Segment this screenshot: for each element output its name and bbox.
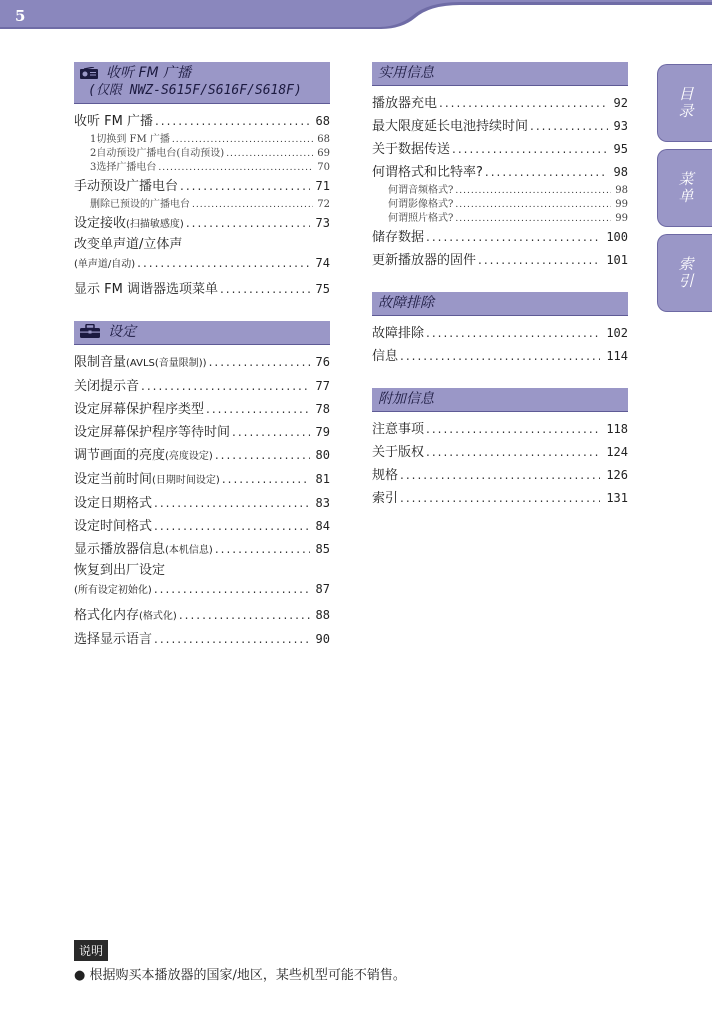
toc-entry-label: 限制音量 xyxy=(74,355,127,370)
dot-leader xyxy=(192,198,313,212)
toc-entry[interactable] xyxy=(74,468,330,492)
toc-page-number: 93 xyxy=(613,119,628,133)
toc-subentry[interactable] xyxy=(372,184,628,198)
toc-page-number: 68 xyxy=(317,134,330,145)
toc-entry[interactable] xyxy=(74,562,330,600)
dot-leader xyxy=(426,322,600,344)
toc-page-number: 75 xyxy=(315,282,330,296)
toc-page-number: 77 xyxy=(315,379,330,393)
toc-entry-label: 删除已预设的广播电台 xyxy=(90,199,190,210)
toc-entry-label: 储存数据 xyxy=(372,230,425,245)
toc-subentry[interactable] xyxy=(74,198,330,212)
toc-entry-label: 信息 xyxy=(372,349,399,364)
toc-entry[interactable] xyxy=(372,322,628,345)
toc-entry-label: 调节画面的亮度 xyxy=(74,448,166,463)
toc-entry-label: 设定屏幕保护程序类型 xyxy=(74,402,205,417)
section-title: 故障排除 xyxy=(378,295,434,311)
toc-entry-label: 设定时间格式 xyxy=(74,519,153,534)
toc-entry[interactable] xyxy=(74,515,330,538)
toc-subentry[interactable] xyxy=(74,147,330,161)
section-title: 附加信息 xyxy=(378,391,434,407)
toc-entry[interactable] xyxy=(74,538,330,562)
dot-leader xyxy=(455,212,611,226)
section-settings xyxy=(74,321,330,651)
toc-entry-label: 更新播放器的固件 xyxy=(372,253,477,268)
radio-icon xyxy=(80,67,98,79)
toc-subentry[interactable] xyxy=(372,198,628,212)
toc-entry[interactable] xyxy=(74,278,330,301)
toc-entry[interactable] xyxy=(372,161,628,184)
extra-entry-list xyxy=(372,418,628,510)
left-column xyxy=(74,62,330,671)
toc-entry[interactable] xyxy=(372,441,628,464)
toc-page-number: 69 xyxy=(317,148,330,159)
toc-page-number: 74 xyxy=(315,256,330,270)
dot-leader xyxy=(215,444,310,466)
dot-leader xyxy=(141,375,310,397)
dot-leader xyxy=(400,464,600,486)
toc-page-number: 95 xyxy=(613,142,628,156)
fm-entry-list xyxy=(74,110,330,301)
toc-entry[interactable] xyxy=(74,604,330,628)
toc-page-number: 99 xyxy=(615,199,628,210)
section-title: 实用信息 xyxy=(378,65,434,81)
toc-page-number: 88 xyxy=(315,608,330,622)
toc-page-number: 80 xyxy=(315,448,330,462)
dot-leader xyxy=(215,538,310,560)
toc-entry-label: 注意事项 xyxy=(372,422,425,437)
toc-entry[interactable] xyxy=(74,444,330,468)
toc-page-number: 81 xyxy=(315,472,330,486)
toc-entry-label: 3选择广播电台 xyxy=(90,162,157,173)
right-column xyxy=(372,62,628,530)
toc-entry-note: (日期时间设定) xyxy=(152,475,220,486)
tab-contents[interactable] xyxy=(657,64,712,142)
toc-page-number: 98 xyxy=(613,165,628,179)
toc-entry-label: 索引 xyxy=(372,491,399,506)
dot-leader xyxy=(232,421,310,443)
dot-leader xyxy=(426,441,600,463)
toc-entry-note: (格式化) xyxy=(139,611,177,622)
toc-entry-note: (单声道/自动) xyxy=(74,259,136,270)
dot-leader xyxy=(400,487,600,509)
toc-entry-label: 何谓格式和比特率? xyxy=(372,165,483,180)
toc-entry-label: 播放器充电 xyxy=(372,96,438,111)
section-subtitle: (仅限 NWZ-S615F/S616F/S618F) xyxy=(88,83,302,98)
toc-entry-label: 1切换到 FM 广播 xyxy=(90,134,170,145)
toc-page-number: 83 xyxy=(315,496,330,510)
settings-entry-list xyxy=(74,351,330,651)
toc-entry[interactable] xyxy=(372,345,628,368)
dot-leader xyxy=(485,161,608,183)
dot-leader xyxy=(137,254,309,272)
dot-leader xyxy=(426,418,600,440)
toc-entry-label: 关于版权 xyxy=(372,445,425,460)
toc-entry[interactable] xyxy=(372,487,628,510)
toolbox-icon xyxy=(80,324,100,338)
dot-leader xyxy=(220,278,310,300)
toc-entry[interactable] xyxy=(74,212,330,236)
toc-entry-label: 设定日期格式 xyxy=(74,496,153,511)
dot-leader xyxy=(154,492,310,514)
toc-entry-label: 关闭提示音 xyxy=(74,379,140,394)
toc-page-number: 79 xyxy=(315,425,330,439)
toc-page-number: 99 xyxy=(615,213,628,224)
dot-leader xyxy=(172,133,313,147)
toc-entry[interactable] xyxy=(74,175,330,198)
toc-entry[interactable] xyxy=(74,421,330,444)
dot-leader xyxy=(155,110,310,132)
toc-entry[interactable] xyxy=(372,138,628,161)
toc-entry-label: 显示播放器信息 xyxy=(74,542,166,557)
dot-leader xyxy=(226,147,313,161)
section-header-fm xyxy=(74,62,330,104)
toc-entry-label: 选择显示语言 xyxy=(74,632,153,647)
toc-entry-note: (亮度设定) xyxy=(165,451,213,462)
toc-page-number: 124 xyxy=(606,445,628,459)
info-entry-list xyxy=(372,92,628,272)
toc-entry[interactable] xyxy=(372,92,628,115)
section-troubleshooting xyxy=(372,292,628,368)
toc-page-number: 87 xyxy=(315,582,330,596)
toc-entry-label: 设定当前时间 xyxy=(74,472,153,487)
toc-entry-label: 设定接收 xyxy=(74,216,127,231)
toc-entry-label: 何谓音频格式? xyxy=(388,185,454,196)
toc-page-number: 101 xyxy=(606,253,628,267)
toc-entry-note: (所有设定初始化) xyxy=(74,585,152,596)
toc-entry-note: (本机信息) xyxy=(165,545,213,556)
dot-leader xyxy=(154,628,310,650)
tab-label: 目录 xyxy=(676,86,695,120)
toc-entry[interactable] xyxy=(74,628,330,651)
toc-entry-label: 何谓影像格式? xyxy=(388,199,454,210)
toc-entry-note: (AVLS(音量限制)) xyxy=(126,358,207,369)
tab-index[interactable] xyxy=(657,234,712,312)
section-additional-info xyxy=(372,388,628,510)
toc-page-number: 71 xyxy=(315,179,330,193)
toc-entry-note: (扫描敏感度) xyxy=(126,219,184,230)
toc-entry[interactable] xyxy=(74,398,330,421)
toc-entry-note: (自动预设) xyxy=(176,148,225,159)
toc-page-number: 85 xyxy=(315,542,330,556)
dot-leader xyxy=(478,249,600,271)
dot-leader xyxy=(455,198,611,212)
dot-leader xyxy=(206,398,310,420)
toc-page-number: 118 xyxy=(606,422,628,436)
toc-entry[interactable] xyxy=(372,249,628,272)
toc-page-number: 98 xyxy=(615,185,628,196)
dot-leader xyxy=(530,115,608,137)
toc-page-number: 92 xyxy=(613,96,628,110)
toc-page-number: 114 xyxy=(606,349,628,363)
section-header-trouble xyxy=(372,292,628,316)
toc-subentry[interactable] xyxy=(74,161,330,175)
dot-leader xyxy=(452,138,608,160)
toc-page-number: 84 xyxy=(315,519,330,533)
dot-leader xyxy=(426,226,600,248)
dot-leader xyxy=(154,515,310,537)
dot-leader xyxy=(209,351,310,373)
toc-entry-label: 何谓照片格式? xyxy=(388,213,454,224)
section-header-info xyxy=(372,62,628,86)
page-number: 5 xyxy=(15,7,26,25)
dot-leader xyxy=(439,92,608,114)
toc-entry-label: 显示 FM 调谐器选项菜单 xyxy=(74,282,218,297)
toc-page-number: 78 xyxy=(315,402,330,416)
toc-entry-label: 格式化内存 xyxy=(74,608,140,623)
toc-entry[interactable] xyxy=(74,236,330,274)
toc-page-number: 102 xyxy=(606,326,628,340)
toc-entry-label: 规格 xyxy=(372,468,399,483)
dot-leader xyxy=(222,468,310,490)
toc-entry[interactable] xyxy=(372,418,628,441)
toc-page-number: 131 xyxy=(606,491,628,505)
dot-leader xyxy=(158,161,313,175)
toc-entry[interactable] xyxy=(372,464,628,487)
section-title: 收听 FM 广播 xyxy=(106,65,192,81)
dot-leader xyxy=(400,345,600,367)
toc-entry-label: 手动预设广播电台 xyxy=(74,179,179,194)
toc-page-number: 100 xyxy=(606,230,628,244)
toc-page-number: 70 xyxy=(317,162,330,173)
toc-entry-label: 故障排除 xyxy=(372,326,425,341)
toc-entry-label: 最大限度延长电池持续时间 xyxy=(372,119,529,134)
toc-entry-label: 2自动预设广播电台 xyxy=(90,148,177,159)
toc-entry-label: 关于数据传送 xyxy=(372,142,451,157)
tab-label: 菜单 xyxy=(676,171,695,205)
toc-entry[interactable] xyxy=(74,351,330,375)
dot-leader xyxy=(154,580,310,598)
toc-entry-label: 设定屏幕保护程序等待时间 xyxy=(74,425,231,440)
toc-entry-label: 改变单声道/立体声 xyxy=(74,237,183,252)
section-fm-radio xyxy=(74,62,330,301)
toc-entry[interactable] xyxy=(74,110,330,133)
dot-leader xyxy=(186,212,310,234)
toc-page-number: 68 xyxy=(315,114,330,128)
dot-leader xyxy=(455,184,611,198)
toc-subentry[interactable] xyxy=(74,133,330,147)
dot-leader xyxy=(180,175,310,197)
top-header-bar xyxy=(0,0,712,30)
toc-entry[interactable] xyxy=(74,492,330,515)
toc-entry[interactable] xyxy=(372,115,628,138)
note-label: 说明 xyxy=(74,940,108,961)
dot-leader xyxy=(179,604,310,626)
trouble-entry-list xyxy=(372,322,628,368)
toc-page-number: 126 xyxy=(606,468,628,482)
toc-page-number: 73 xyxy=(315,216,330,230)
toc-entry-label: 恢复到出厂设定 xyxy=(74,563,166,578)
toc-page-number: 90 xyxy=(315,632,330,646)
toc-page-number: 72 xyxy=(317,199,330,210)
tab-menu[interactable] xyxy=(657,149,712,227)
section-header-extra xyxy=(372,388,628,412)
toc-subentry[interactable] xyxy=(372,212,628,226)
toc-page-number: 76 xyxy=(315,355,330,369)
toc-entry[interactable] xyxy=(74,375,330,398)
section-useful-info xyxy=(372,62,628,272)
toc-entry-label: 收听 FM 广播 xyxy=(74,114,153,129)
toc-entry[interactable] xyxy=(372,226,628,249)
section-title: 设定 xyxy=(108,324,136,340)
tab-label: 索引 xyxy=(676,256,695,290)
note-text: ● 根据购买本播放器的国家/地区，某些机型可能不销售。 xyxy=(74,968,406,983)
section-header-settings xyxy=(74,321,330,345)
